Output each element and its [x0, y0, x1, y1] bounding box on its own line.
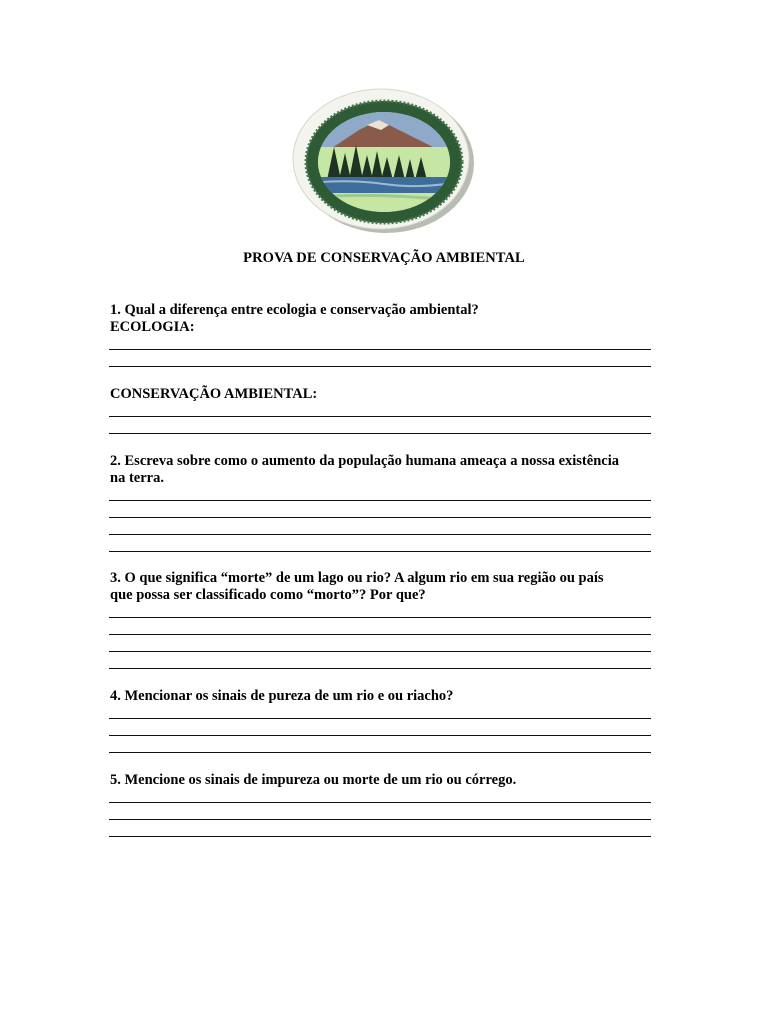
- question-5-text: 5. Mencione os sinais de impureza ou morte de um rio ou córrego.: [110, 772, 517, 788]
- answer-line[interactable]: [109, 668, 651, 669]
- answer-line[interactable]: [109, 551, 651, 552]
- question-2-line-2: na terra.: [110, 470, 164, 486]
- question-3-line-1: 3. O que significa “morte” de um lago ou rio? A algum rio em sua região ou país: [110, 570, 604, 586]
- answer-line[interactable]: [109, 651, 651, 652]
- answer-line[interactable]: [109, 366, 651, 367]
- question-2-line-1: 2. Escreva sobre como o aumento da população humana ameaça a nossa existência: [110, 453, 619, 469]
- answer-line[interactable]: [109, 819, 651, 820]
- answer-line[interactable]: [109, 718, 651, 719]
- honor-badge: [289, 85, 479, 237]
- answer-line[interactable]: [109, 349, 651, 350]
- question-1-text: 1. Qual a diferença entre ecologia e conservação ambiental?: [110, 302, 479, 318]
- answer-line[interactable]: [109, 634, 651, 635]
- page-title: PROVA DE CONSERVAÇÃO AMBIENTAL: [243, 250, 525, 266]
- answer-line[interactable]: [109, 517, 651, 518]
- answer-line[interactable]: [109, 416, 651, 417]
- answer-line[interactable]: [109, 836, 651, 837]
- answer-line[interactable]: [109, 534, 651, 535]
- question-4-text: 4. Mencionar os sinais de pureza de um rio e ou riacho?: [110, 688, 454, 704]
- answer-line[interactable]: [109, 433, 651, 434]
- ecology-label: ECOLOGIA:: [110, 319, 195, 335]
- conservation-label: CONSERVAÇÃO AMBIENTAL:: [110, 386, 318, 402]
- nature-conservation-patch-icon: [289, 85, 479, 237]
- answer-line[interactable]: [109, 617, 651, 618]
- answer-line[interactable]: [109, 735, 651, 736]
- answer-line[interactable]: [109, 500, 651, 501]
- answer-line[interactable]: [109, 752, 651, 753]
- question-3-line-2: que possa ser classificado como “morto”? Por que?: [110, 587, 426, 603]
- answer-line[interactable]: [109, 802, 651, 803]
